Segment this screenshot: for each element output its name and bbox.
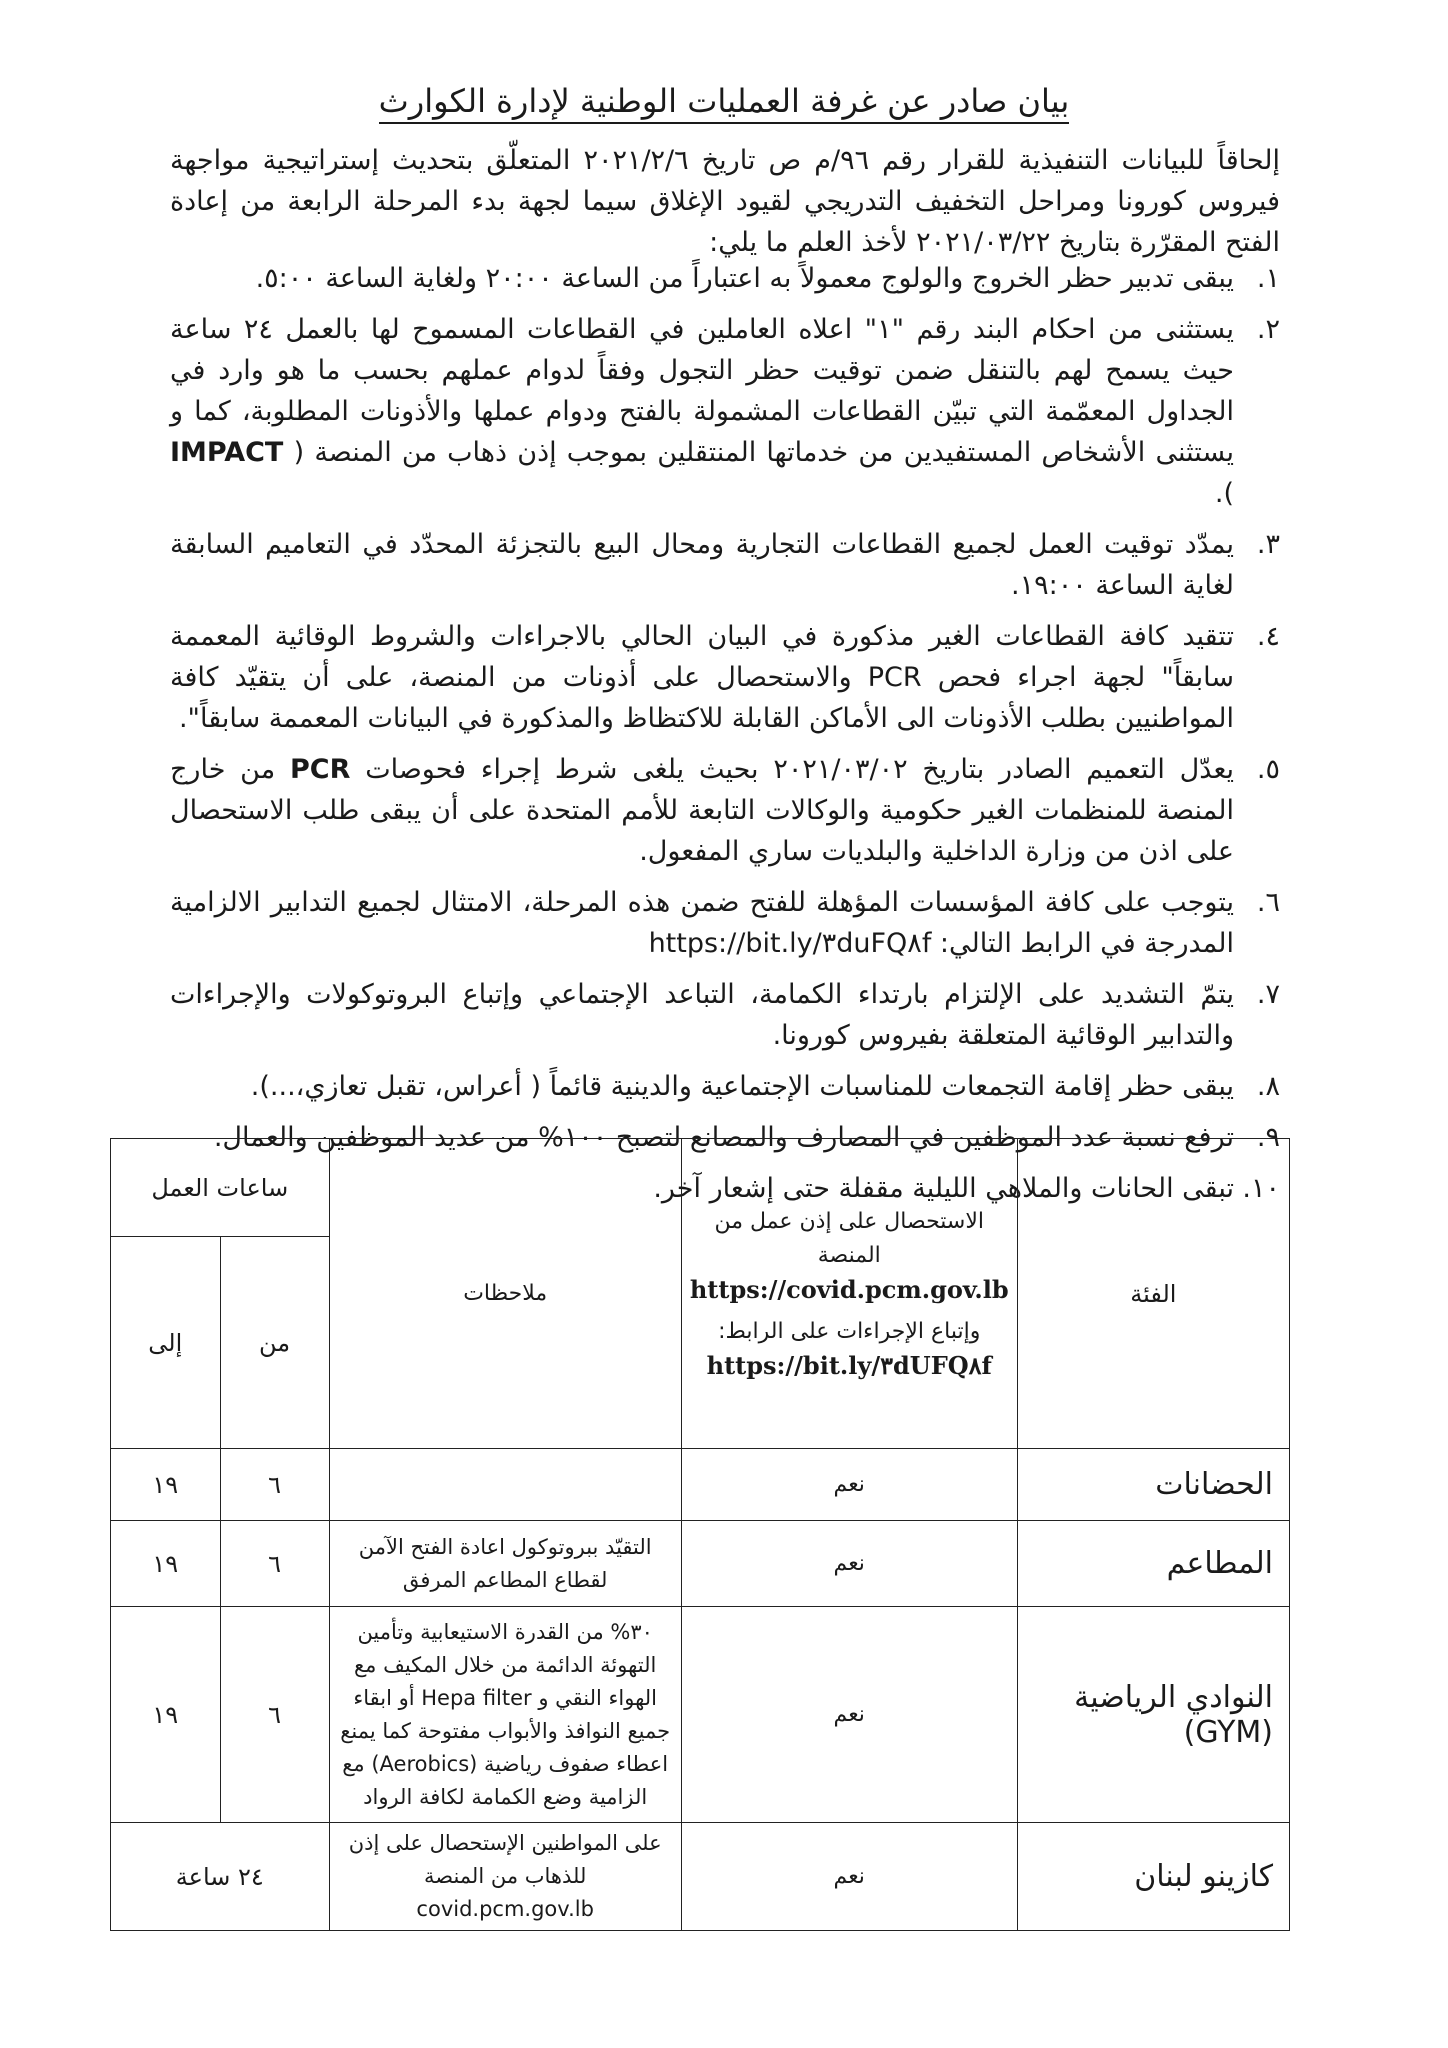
- permit-link[interactable]: https://bit.ly/٣dUFQ٨f: [706, 1350, 992, 1380]
- header-to: إلى: [111, 1237, 221, 1449]
- list-item: ٥. يعدّل التعميم الصادر بتاريخ ٢٠٢١/٠٣/٠٢ بحيث يلغى شرط إجراء فحوصات PCR من خارج المنصة للمنظمات الغير حكومية والوكالات التابعة للأمم المتحدة على أن يبقى طلب الاستحصال على اذن من وزارة الداخلية والبلديات ساري المفعول.: [170, 754, 1280, 867]
- document-title: بيان صادر عن غرفة العمليات الوطنية لإدارة الكوارث: [0, 82, 1448, 120]
- list-item: ٧. يتمّ التشديد على الإلتزام بارتداء الكمامة، التباعد الإجتماعي وإتباع البروتوكولات والإجراءات والتدابير الوقائية المتعلقة بفيروس كورونا.: [170, 979, 1280, 1051]
- list-item: ٣. يمدّد توقيت العمل لجميع القطاعات التجارية ومحال البيع بالتجزئة المحدّد في التعاميم السابقة لغاية الساعة ١٩:٠٠.: [170, 529, 1280, 601]
- list-item: ٤. تتقيد كافة القطاعات الغير مذكورة في البيان الحالي بالاجراءات والشروط الوقائية المعممة سابقاً" لجهة اجراء فحص PCR والاستحصال على أذونات من المنصة، على أن يتقيّد كافة المواطنيين بطلب الأذونات الى الأماكن القابلة للاكتظاظ والمذكورة في البيانات المعممة سابقاً".: [170, 621, 1280, 734]
- sectors-table: [110, 1138, 1290, 1931]
- list-item: ٢. يستثنى من احكام البند رقم "١" اعلاه العاملين في القطاعات المسموح لها بالعمل ٢٤ ساعة حيث يسمح لهم بالتنقل ضمن توقيت حظر التجول وفقاً لدوام عملهم بحسب ما هو وارد في الجداول المعمّمة التي تبيّن القطاعات المشمولة بالفتح ودوام عملها والأذونات المطلوبة، كما و يستثنى الأشخاص المستفيدين من خدماتها المنتقلين بموجب إذن ذهاب من المنصة ( IMPACT ).: [170, 314, 1280, 509]
- list-item: ٨. يبقى حظر إقامة التجمعات للمناسبات الإجتماعية والدينية قائماً ( أعراس، تقبل تعازي،...).: [250, 1071, 1280, 1102]
- header-permit: الاستحصال على إذن عمل من المنصة https://covid.pcm.gov.lb وإتباع الإجراءات على الرابط: https://bit.ly/٣dUFQ٨f: [681, 1139, 1017, 1449]
- table-row: المطاعم نعم التقيّد ببروتوكول اعادة الفتح الآمن لقطاع المطاعم المرفق ٦ ١٩: [111, 1521, 1290, 1607]
- permit-url[interactable]: https://covid.pcm.gov.lb: [689, 1274, 1009, 1304]
- platform-name: IMPACT: [170, 437, 284, 468]
- table-header-row: [111, 1139, 1290, 1237]
- table-row: النوادي الرياضية (GYM) نعم ٣٠% من القدرة الاستيعابية وتأمين التهوئة الدائمة من خلال المكيف مع الهواء النقي و Hepa filter أو ابقاء جميع النوافذ والأبواب مفتوحة كما يمنع اعطاء صفوف رياضية (Aerobics) مع الزامية وضع الكمامة لكافة الرواد ٦ ١٩: [111, 1607, 1290, 1823]
- intro-paragraph: إلحاقاً للبيانات التنفيذية للقرار رقم ٩٦/م ص تاريخ ٢٠٢١/٢/٦ المتعلّق بتحديث إستراتيجية مواجهة فيروس كورونا ومراحل التخفيف التدريجي لقيود الإغلاق سيما لجهة بدء المرحلة الرابعة من إعادة الفتح المقرّرة بتاريخ ٢٠٢١/٠٣/٢٢ لأخذ العلم ما يلي:: [170, 145, 1280, 258]
- header-from: من: [220, 1237, 329, 1449]
- list-item: ١. يبقى تدبير حظر الخروج والولوج معمولاً به اعتباراً من الساعة ٢٠:٠٠ ولغاية الساعة ٥:٠٠.: [255, 263, 1280, 294]
- decision-list: [170, 258, 1280, 1219]
- table-row: الحضانات نعم ٦ ١٩: [111, 1449, 1290, 1521]
- list-item: ١٠. تبقى الحانات والملاهي الليلية مقفلة حتى إشعار آخر.: [653, 1173, 1280, 1204]
- header-notes: ملاحظات: [329, 1139, 681, 1449]
- header-hours: ساعات العمل: [111, 1139, 330, 1237]
- measures-link[interactable]: https://bit.ly/٣duFQ٨f: [648, 928, 932, 959]
- list-item: ٦. يتوجب على كافة المؤسسات المؤهلة للفتح ضمن هذه المرحلة، الامتثال لجميع التدابير الالزامية المدرجة في الرابط التالي: https://bit.ly/٣duFQ٨f: [170, 887, 1280, 959]
- header-category: الفئة: [1017, 1139, 1289, 1449]
- pcr-label: PCR: [290, 754, 351, 785]
- table-row: كازينو لبنان نعم على المواطنين الإستحصال على إذن للذهاب من المنصة covid.pcm.gov.lb ٢٤ ساعة: [111, 1823, 1290, 1931]
- list-item: ٩. ترفع نسبة عدد الموظفين في المصارف والمصانع لتصبح ١٠٠% من عديد الموظفين والعمال.: [213, 1122, 1280, 1153]
